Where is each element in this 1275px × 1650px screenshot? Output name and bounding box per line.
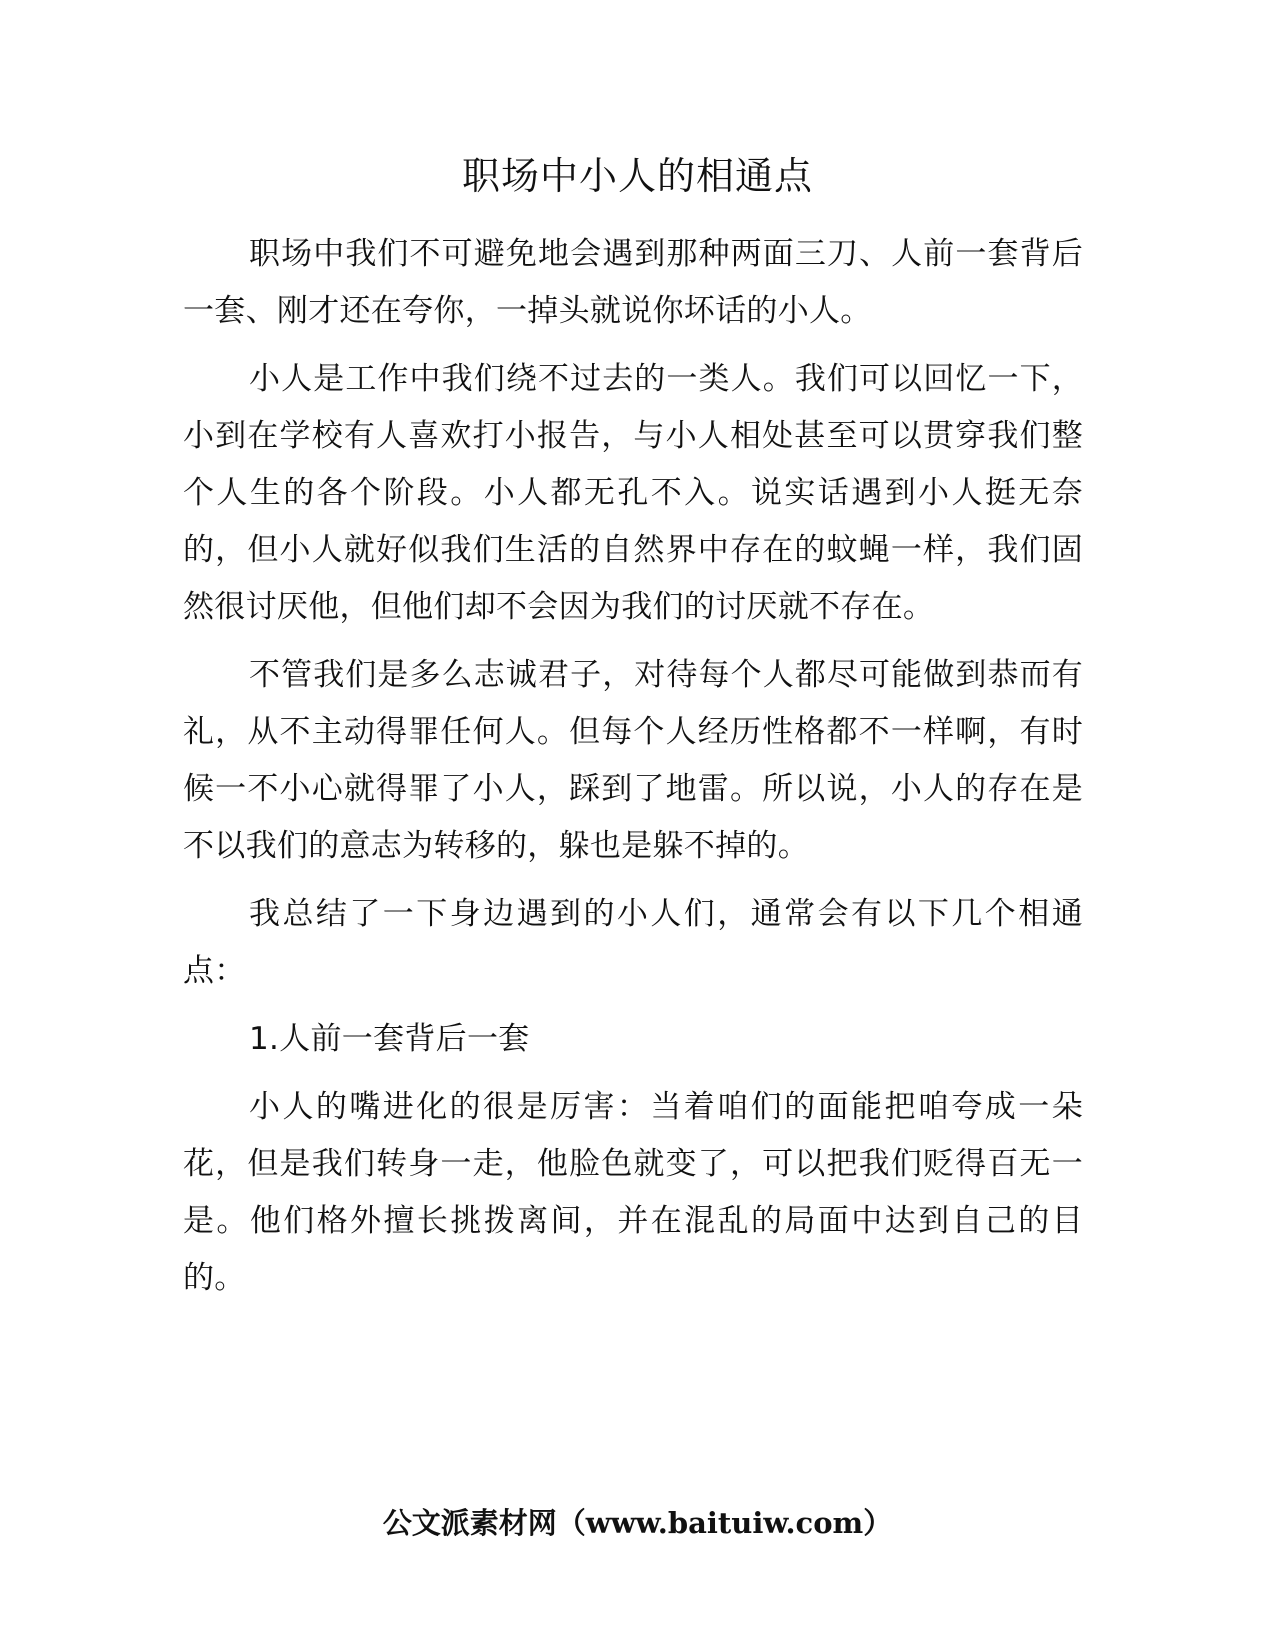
paragraph-unavoidable: 不管我们是多么志诚君子，对待每个人都尽可能做到恭而有礼，从不主动得罪任何人。但每个人经历性格都不一样啊，有时候一不小心就得罪了小人，踩到了地雷。所以说，小人的存在是不以我们的意志为转移的，躲也是躲不掉的。	[183, 657, 1083, 864]
paragraph-section-1: 小人的嘴进化的很是厉害：当着咱们的面能把咱夸成一朵花，但是我们转身一走，他脸色就变了，可以把我们贬得百无一是。他们格外擅长挑拨离间，并在混乱的局面中达到自己的目的。	[183, 1089, 1083, 1296]
document-body	[183, 226, 1083, 1318]
paragraph-summary: 我总结了一下身边遇到的小人们，通常会有以下几个相通点：	[183, 896, 1083, 989]
footer-source: 公文派素材网（www.baituiw.com）	[382, 1506, 893, 1540]
paragraph-description: 小人是工作中我们绕不过去的一类人。我们可以回忆一下，小到在学校有人喜欢打小报告，与小人相处甚至可以贯穿我们整个人生的各个阶段。小人都无孔不入。说实话遇到小人挺无奈的，但小人就好似我们生活的自然界中存在的蚊蝇一样，我们固然很讨厌他，但他们却不会因为我们的讨厌就不存在。	[183, 361, 1083, 625]
paragraph-intro: 职场中我们不可避免地会遇到那种两面三刀、人前一套背后一套、刚才还在夸你，一掉头就说你坏话的小人。	[183, 236, 1083, 329]
section-heading-1: 1.人前一套背后一套	[249, 1021, 530, 1057]
document-title: 职场中小人的相通点	[461, 154, 813, 198]
